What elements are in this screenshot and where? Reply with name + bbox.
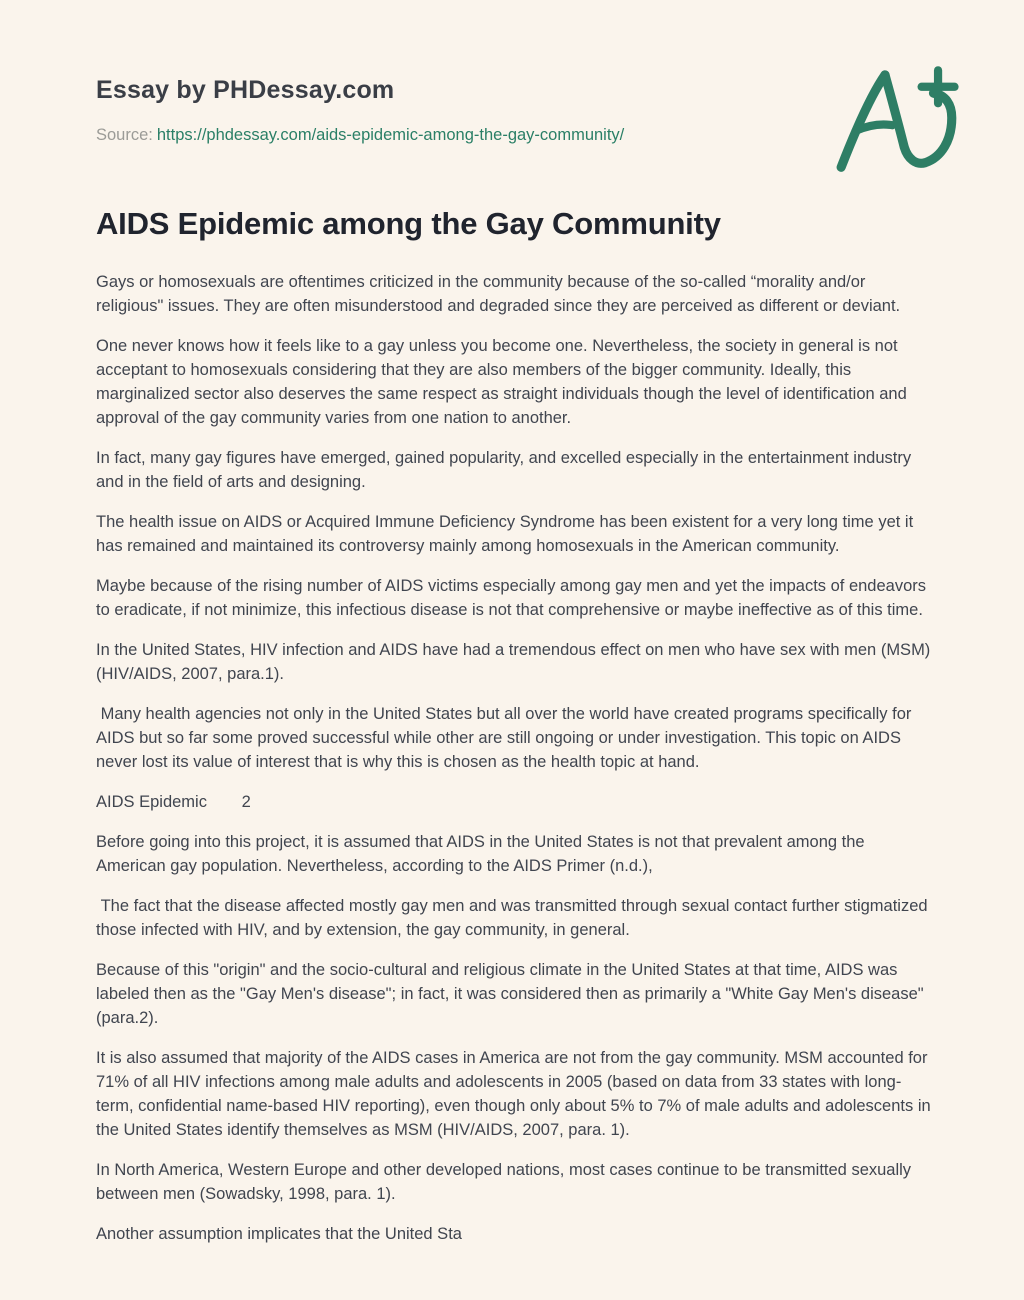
page-marker-number: 2 bbox=[241, 793, 251, 811]
paragraph: Because of this "origin" and the socio-cultural and religious climate in the United States at that time, AIDS was labeled then as the "Gay Men's disease"; in fact, it was considered then as primarily a "White Gay Men's disease" (para.2). bbox=[96, 961, 929, 1027]
paragraph: Gays or homosexuals are oftentimes criticized in the community because of the so-called “morality and/or religious" issues. They are often misunderstood and degraded since they are perceived as different or deviant. bbox=[96, 273, 901, 315]
page-marker bbox=[96, 790, 932, 814]
paragraph: Many health agencies not only in the United States but all over the world have created programs specifically for AIDS but so far some proved successful while other are still ongoing or under investigation. This topic on AIDS never lost its value of interest that is why this is chosen as the health topic at hand. bbox=[96, 705, 916, 771]
byline-heading: Essay by PHDessay.com bbox=[96, 76, 395, 104]
source-line bbox=[96, 124, 932, 146]
paragraph: It is also assumed that majority of the AIDS cases in America are not from the gay community. MSM accounted for 71% of all HIV infections among male adults and adolescents in 2005 (based on data from 33 states with long-term, confidential name-based HIV reporting), even though only about 5% to 7% of male adults and adolescents in the United States identify themselves as MSM (HIV/AIDS, 2007, para. 1). bbox=[96, 1049, 936, 1139]
page-marker-label: AIDS Epidemic bbox=[96, 793, 207, 811]
source-link[interactable]: https://phdessay.com/aids-epidemic-among-the-gay-community/ bbox=[156, 126, 625, 144]
essay-title: AIDS Epidemic among the Gay Community bbox=[96, 206, 721, 241]
paragraph: The health issue on AIDS or Acquired Immune Deficiency Syndrome has been existent for a very long time yet it has remained and maintained its controversy mainly among homosexuals in the American community. bbox=[96, 513, 918, 555]
paragraph: In fact, many gay figures have emerged, gained popularity, and excelled especially in the entertainment industry and in the field of arts and designing. bbox=[96, 449, 916, 491]
source-label: Source: bbox=[96, 126, 153, 144]
paragraph: In the United States, HIV infection and AIDS have had a tremendous effect on men who have sex with men (MSM) (HIV/AIDS, 2007, para.1). bbox=[96, 641, 935, 683]
a-plus-logo-icon bbox=[832, 62, 960, 182]
paragraph: Before going into this project, it is assumed that AIDS in the United States is not that prevalent among the American gay population. Nevertheless, according to the AIDS Primer (n.d.), bbox=[96, 833, 869, 875]
paragraph: Another assumption implicates that the United Sta bbox=[96, 1225, 462, 1243]
paragraph: The fact that the disease affected mostly gay men and was transmitted through sexual contact further stigmatized those infected with HIV, and by extension, the gay community, in general. bbox=[96, 897, 933, 939]
paragraph: Maybe because of the rising number of AIDS victims especially among gay men and yet the impacts of endeavors to eradicate, if not minimize, this infectious disease is not that comprehensive or maybe ineffective as of this time. bbox=[96, 577, 931, 619]
paragraph: One never knows how it feels like to a gay unless you become one. Nevertheless, the society in general is not acceptant to homosexuals considering that they are also members of the bigger community. Ideally, this marginalized sector also deserves the same respect as straight individuals though the level of identification and approval of the gay community varies from one nation to another. bbox=[96, 337, 912, 427]
paragraph: In North America, Western Europe and other developed nations, most cases continue to be transmitted sexually between men (Sowadsky, 1998, para. 1). bbox=[96, 1161, 916, 1203]
essay-body bbox=[96, 270, 936, 1246]
